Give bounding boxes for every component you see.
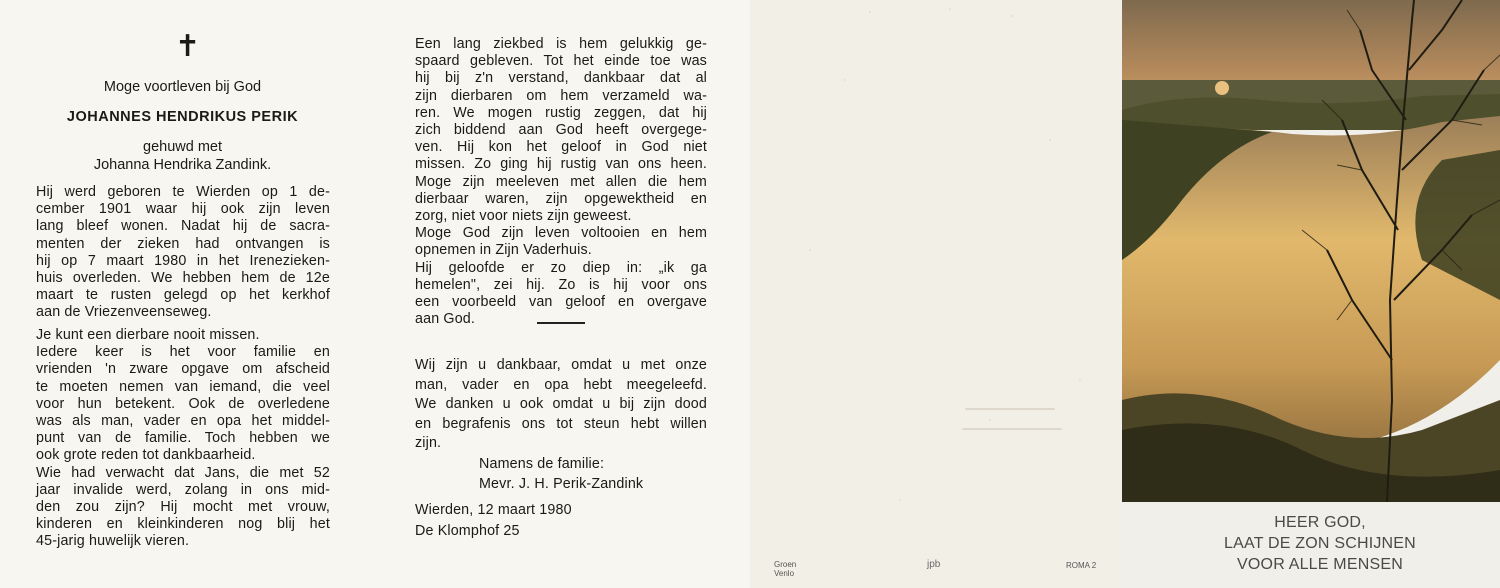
text-line: Moge zijn meeleven met allen die hem <box>415 173 707 190</box>
text-line: kinderen en kleinkinderen nog blij het <box>36 516 330 533</box>
text-line: cember 1901 waar hij ook zijn leven <box>36 201 330 218</box>
text-line: ven. Hij kon het geloof in God niet <box>415 139 707 156</box>
text-line: ren. We mogen rustig zeggen, dat hij <box>415 104 707 121</box>
verse-line: LAAT DE ZON SCHIJNEN <box>1224 535 1416 552</box>
text-line: hij bij z'n verstand, dankbaar dat al <box>415 70 707 87</box>
designer-initials: jpb <box>927 559 941 570</box>
text-line: ook grote reden tot dankbaarheid. <box>36 447 256 464</box>
verse-line: VOOR ALLE MENSEN <box>1237 556 1403 573</box>
text-line: jaar invalide werd, zolang in ons mid- <box>36 481 330 498</box>
text-line: aan de Vriezenveenseweg. <box>36 304 212 321</box>
family-signature <box>479 455 719 494</box>
text-line: te moeten nemen van iemand, die veel <box>36 378 330 395</box>
heading: Moge voortleven bij God <box>103 79 262 95</box>
series-label: ROMA 2 <box>1066 561 1097 570</box>
text-line: voor hun betekent. Ook de overledene <box>36 395 330 412</box>
text-line: en begrafenis ons tot steun hebt willen <box>415 415 707 432</box>
text-line: Je kunt een dierbare nooit missen. <box>36 327 260 343</box>
text-line: zorg, niet voor niets zijn geweest. <box>415 208 632 225</box>
text-line: een voorbeeld van geloof en overgave <box>415 294 707 311</box>
deceased-name: JOHANNES HENDRIKUS PERIK <box>66 109 299 125</box>
text-line: maart te rusten gelegd op het kerkhof <box>36 287 330 304</box>
text-line: We danken u ook omdat u bij zijn dood <box>415 396 707 412</box>
reflection-paragraph <box>36 327 330 551</box>
card-left-page <box>0 0 375 588</box>
text-line: dierbaar waren, zijn opgewektheid en <box>415 190 707 207</box>
card-back-page <box>750 0 1120 588</box>
printer-line-1: Groen <box>774 560 797 569</box>
text-line: spaard gebleven. Tot het einde toe was <box>415 53 707 70</box>
place-and-address <box>415 500 675 542</box>
sunset-landscape-photo <box>1122 0 1500 502</box>
text-line: Moge God zijn leven voltooien en hem <box>415 225 707 242</box>
thanks-paragraph <box>415 356 707 454</box>
text-line: Wie had verwacht dat Jans, die met 52 <box>36 464 330 481</box>
paper-texture <box>750 0 1120 588</box>
text-line: Iedere keer is het voor familie en <box>36 344 330 361</box>
address: De Klomphof 25 <box>415 523 520 539</box>
family-name: Mevr. J. H. Perik-Zandink <box>479 475 644 492</box>
memorial-paragraph <box>415 36 707 328</box>
text-line: menten der zieken had ontvangen is <box>36 235 330 252</box>
text-line: missen. Zo ging hij rustig van ons heen. <box>415 156 707 173</box>
text-line: huis overleden. We hebben hem de 12e <box>36 270 330 287</box>
separator-rule <box>537 322 585 324</box>
printer-line-2: Venlo <box>774 569 795 578</box>
text-line: zijn. <box>415 435 442 451</box>
landscape-illustration <box>1122 0 1500 502</box>
text-line: Hij werd geboren te Wierden op 1 de- <box>36 184 330 200</box>
text-line: opnemen in Zijn Vaderhuis. <box>415 242 592 259</box>
card-right-page <box>375 0 750 588</box>
text-line: hij op 7 maart 1980 in het Irenezieken- <box>36 252 330 269</box>
text-line: zich biddend aan God heeft overgege- <box>415 122 707 139</box>
printer-name <box>774 560 796 578</box>
text-line: man, vader en opa hebt meegeleefd. <box>415 376 707 393</box>
verse-line: HEER GOD, <box>1274 514 1366 531</box>
text-line: Wij zijn u dankbaar, omdat u met onze <box>415 357 707 373</box>
verse-text <box>1170 512 1470 575</box>
text-line: hemelen", zei hij. Zo is hij voor ons <box>415 276 707 293</box>
text-line: 45-jarig huwelijk vieren. <box>36 533 190 550</box>
text-line: aan God. <box>415 311 476 328</box>
family-label: Namens de familie: <box>479 456 605 472</box>
text-line: zijn dierbaren om hem verzameld wa- <box>415 87 707 104</box>
text-line: vrienden 'n zware opgave om afscheid <box>36 361 330 378</box>
text-line: den zou zijn? Hij mocht met vrouw, <box>36 499 330 516</box>
place-date: Wierden, 12 maart 1980 <box>415 502 572 518</box>
text-line: lang bleef wonen. Nadat hij de sacra- <box>36 218 330 235</box>
text-line: punt van de familie. Toch hebben we <box>36 430 330 447</box>
text-line: was als man, vader en opa het middel- <box>36 413 330 430</box>
spouse-name: Johanna Hendrika Zandink. <box>93 157 272 173</box>
cross-icon: ✝ <box>175 29 201 64</box>
text-line: Hij geloofde er zo diep in: „ik ga <box>415 259 707 276</box>
text-line: Een lang ziekbed is hem gelukkig ge- <box>415 36 707 52</box>
biography-paragraph <box>36 184 330 322</box>
married-label: gehuwd met <box>143 139 222 155</box>
